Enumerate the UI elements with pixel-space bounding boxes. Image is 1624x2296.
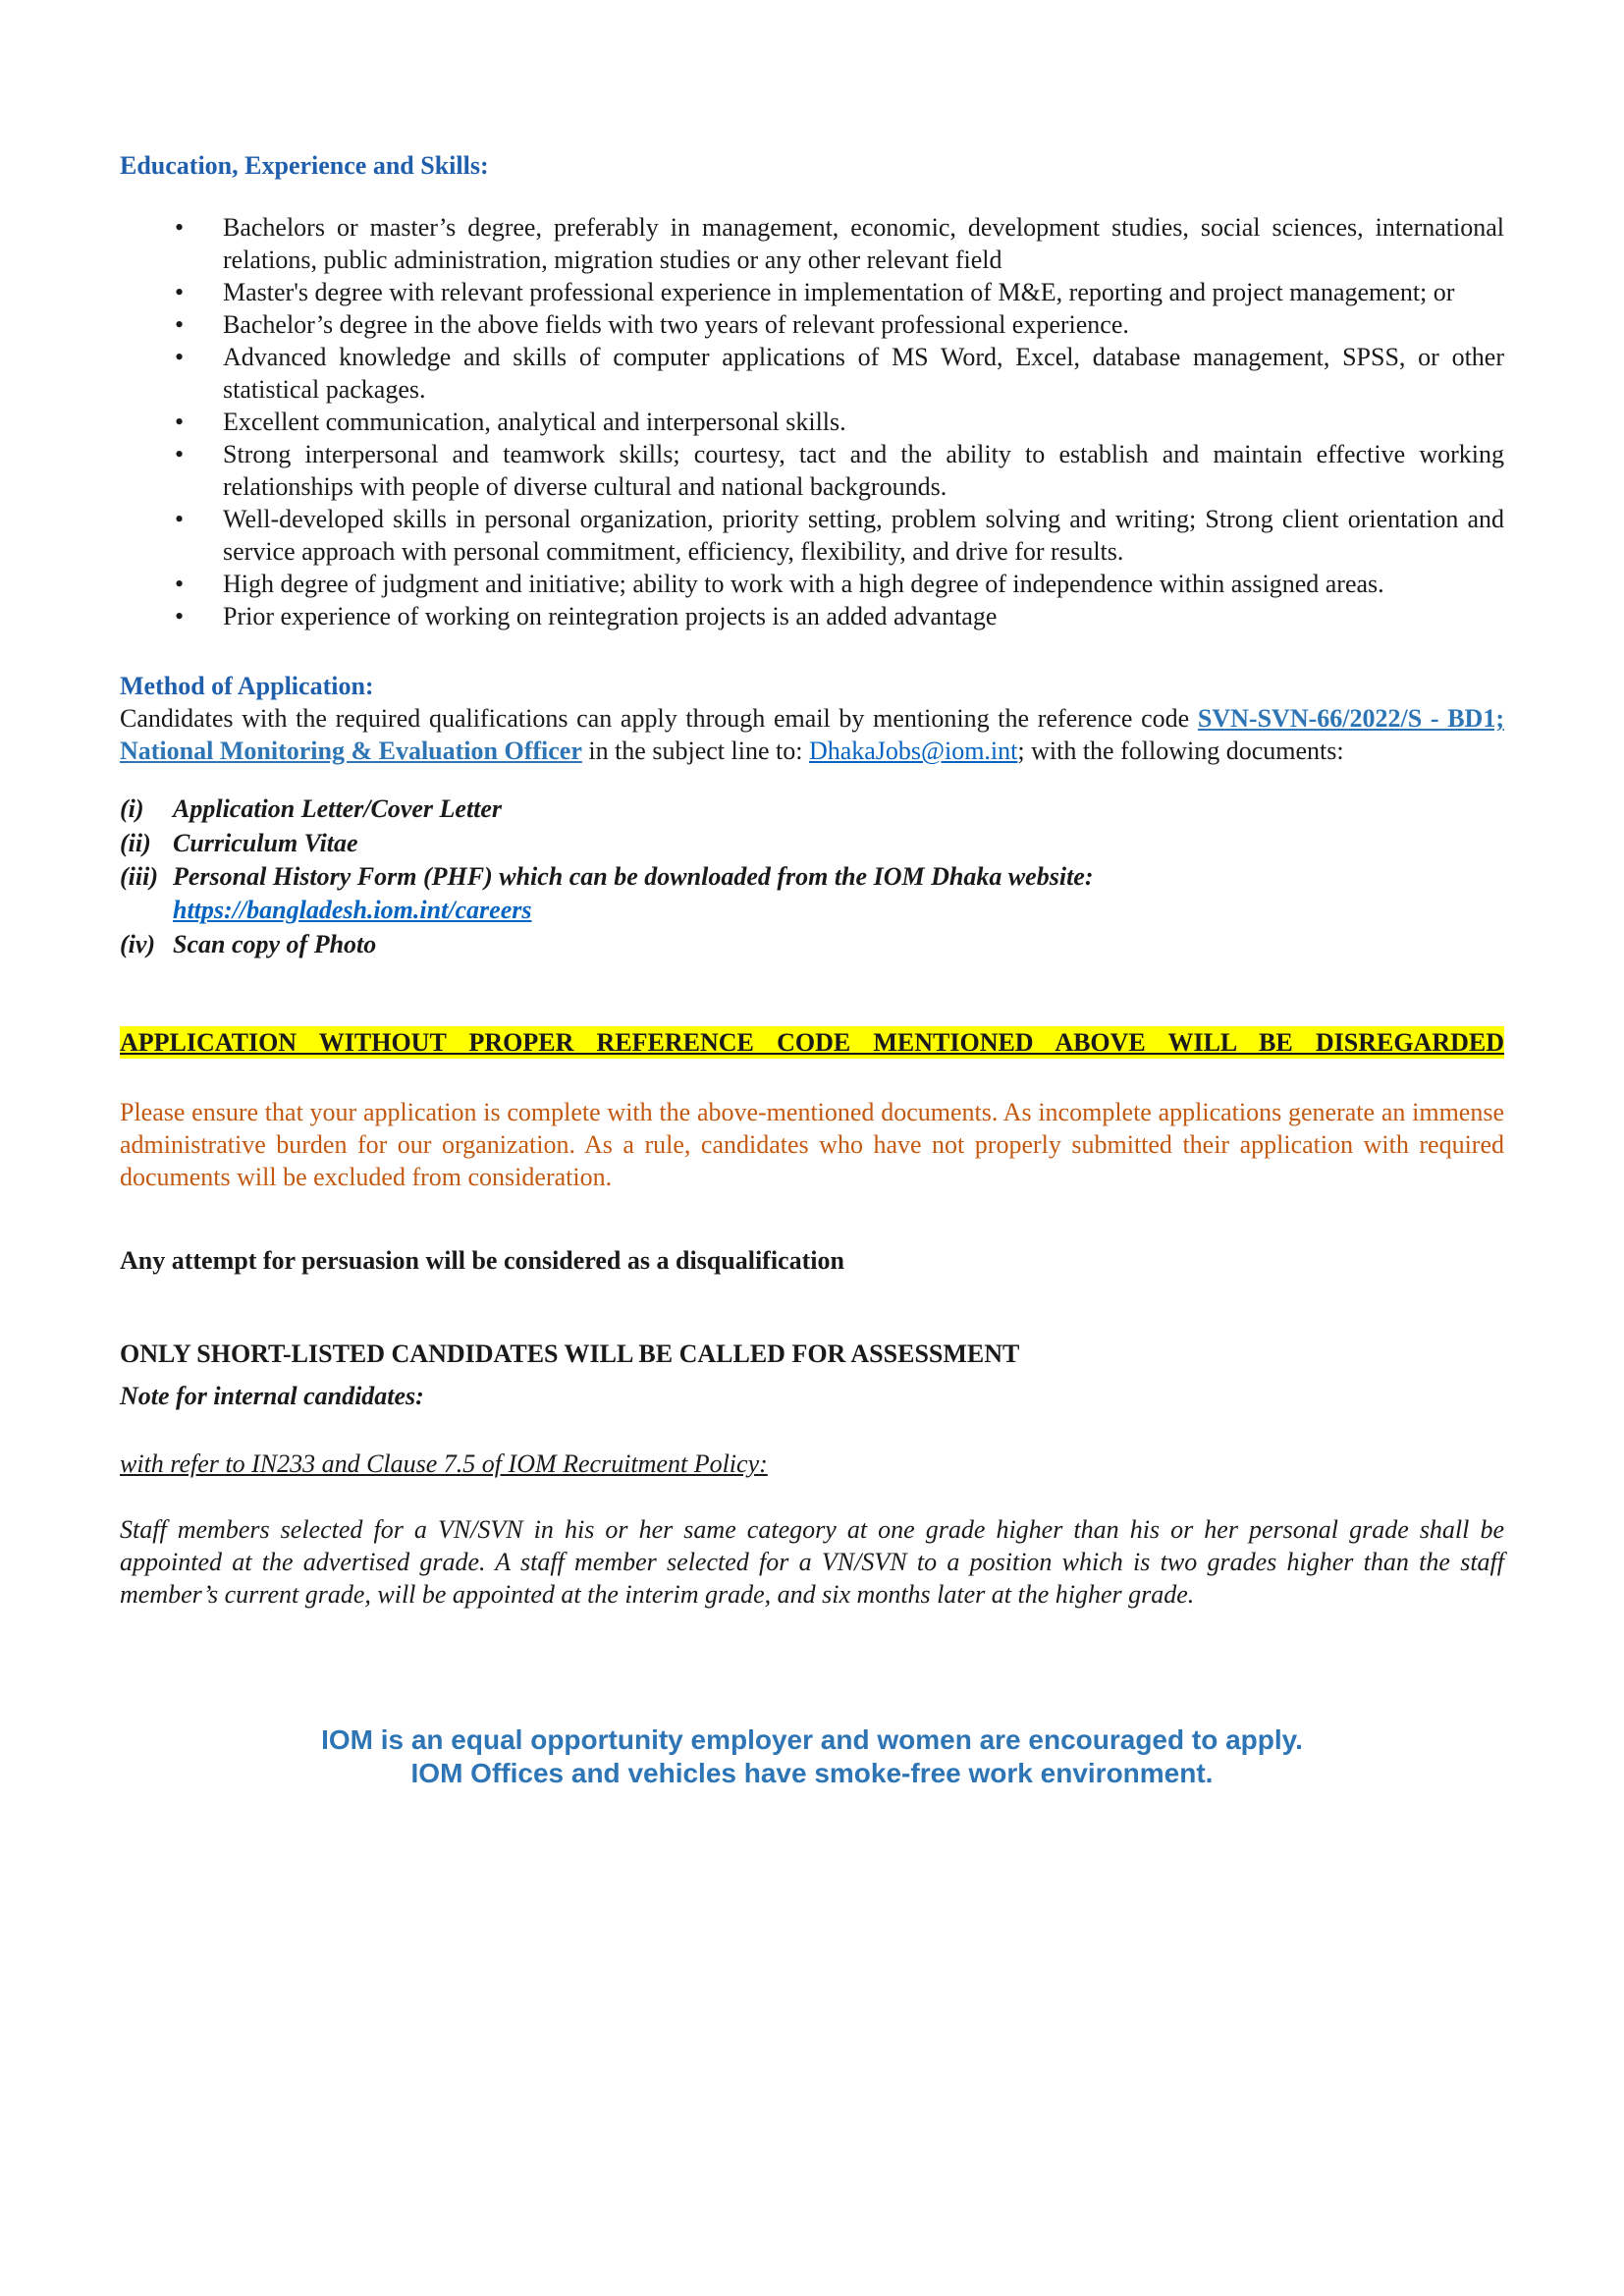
method-heading: Method of Application:	[120, 672, 374, 701]
bullet-icon: •	[175, 440, 185, 469]
list-item-text: High degree of judgment and initiative; ability to work with a high degree of independence within assigned areas.	[223, 570, 1384, 599]
footer-line-smoke-free: IOM Offices and vehicles have smoke-free work environment.	[410, 1757, 1214, 1788]
skills-list	[120, 211, 1504, 632]
list-item	[120, 406, 1504, 438]
incomplete-application-warning: Please ensure that your application is complete with the above-mentioned documents. As incomplete applications generate an immense administrative burden for our organization. As a rule, candidates who have not properly submitted their application with required documents will be excluded from consideration.	[120, 1097, 1504, 1191]
list-item	[120, 438, 1504, 503]
reference-code-warning: APPLICATION WITHOUT PROPER REFERENCE CODE MENTIONED ABOVE WILL BE DISREGARDED	[120, 1026, 1504, 1059]
list-item	[120, 568, 1504, 600]
document-item	[120, 860, 1504, 894]
list-item-text: Excellent communication, analytical and interpersonal skills.	[223, 408, 846, 437]
bullet-icon: •	[175, 278, 185, 307]
careers-link[interactable]: https://bangladesh.iom.int/careers	[173, 896, 532, 925]
list-item-text: Bachelors or master’s degree, preferably in management, economic, development studies, social sciences, international relations, public administration, migration studies or any other relevant field	[223, 213, 1504, 275]
method-outro: ; with the following documents:	[1017, 737, 1344, 766]
method-paragraph	[120, 702, 1504, 767]
method-intro: Candidates with the required qualifications can apply through email by mentioning the reference code	[120, 704, 1198, 734]
list-item	[120, 211, 1504, 276]
policy-reference: with refer to IN233 and Clause 7.5 of IOM Recruitment Policy:	[120, 1449, 768, 1478]
document-text: Scan copy of Photo	[173, 929, 377, 958]
documents-list	[120, 793, 1504, 961]
shortlist-note: ONLY SHORT-LISTED CANDIDATES WILL BE CALLED FOR ASSESSMENT	[120, 1339, 1020, 1368]
document-number: (iii)	[120, 861, 158, 891]
document-number: (iv)	[120, 929, 156, 958]
list-item-text: Bachelor’s degree in the above fields with two years of relevant professional experience.	[223, 310, 1129, 340]
method-mid: in the subject line to:	[581, 737, 809, 766]
bullet-icon: •	[175, 408, 185, 437]
page-footer	[0, 1723, 1624, 1789]
document-text: Application Letter/Cover Letter	[173, 794, 503, 824]
bullet-icon: •	[175, 343, 185, 372]
list-item	[120, 308, 1504, 341]
policy-text: Staff members selected for a VN/SVN in his or her same category at one grade higher than his or her personal grade shall be appointed at the advertised grade. A staff member selected for a VN/SVN to a position which is two grades higher than the staff member’s current grade, will be appointed at the interim grade, and six months later at the higher grade.	[120, 1514, 1504, 1609]
list-item-text: Prior experience of working on reintegration projects is an added advantage	[223, 602, 998, 631]
document-link-line	[120, 894, 1504, 927]
document-number: (i)	[120, 794, 144, 824]
document-text: Curriculum Vitae	[173, 828, 358, 857]
persuasion-note: Any attempt for persuasion will be considered as a disqualification	[120, 1245, 844, 1275]
list-item-text: Master's degree with relevant professional experience in implementation of M&E, reporting and project management; or	[223, 278, 1455, 307]
bullet-icon: •	[175, 505, 185, 534]
bullet-icon: •	[175, 310, 185, 340]
document-text: Personal History Form (PHF) which can be downloaded from the IOM Dhaka website:	[173, 861, 1094, 891]
list-item	[120, 503, 1504, 568]
document-item	[120, 827, 1504, 860]
list-item-text: Strong interpersonal and teamwork skills; courtesy, tact and the ability to establish and maintain effective working relationships with people of diverse cultural and national backgrounds.	[223, 440, 1504, 502]
document-item	[120, 928, 1504, 961]
list-item	[120, 276, 1504, 308]
document-number: (ii)	[120, 828, 151, 857]
document-item	[120, 793, 1504, 826]
skills-heading: Education, Experience and Skills:	[120, 151, 489, 180]
list-item-text: Advanced knowledge and skills of computer applications of MS Word, Excel, database management, SPSS, or other statistical packages.	[223, 343, 1504, 405]
bullet-icon: •	[175, 213, 185, 243]
internal-candidates-heading: Note for internal candidates:	[120, 1381, 424, 1410]
footer-line-equal-opportunity: IOM is an equal opportunity employer and women are encouraged to apply.	[321, 1724, 1303, 1755]
list-item-text: Well-developed skills in personal organization, priority setting, problem solving and writing; Strong client orientation and service approach with personal commitment, efficiency, flexibility, and drive for results.	[223, 505, 1504, 567]
email-link[interactable]: DhakaJobs@iom.int	[808, 737, 1018, 766]
reference-code: SVN-SVN-66/2022/S - BD1; National Monitoring & Evaluation Officer	[120, 704, 1504, 766]
list-item	[120, 341, 1504, 406]
bullet-icon: •	[175, 570, 185, 599]
bullet-icon: •	[175, 602, 185, 631]
list-item	[120, 600, 1504, 632]
